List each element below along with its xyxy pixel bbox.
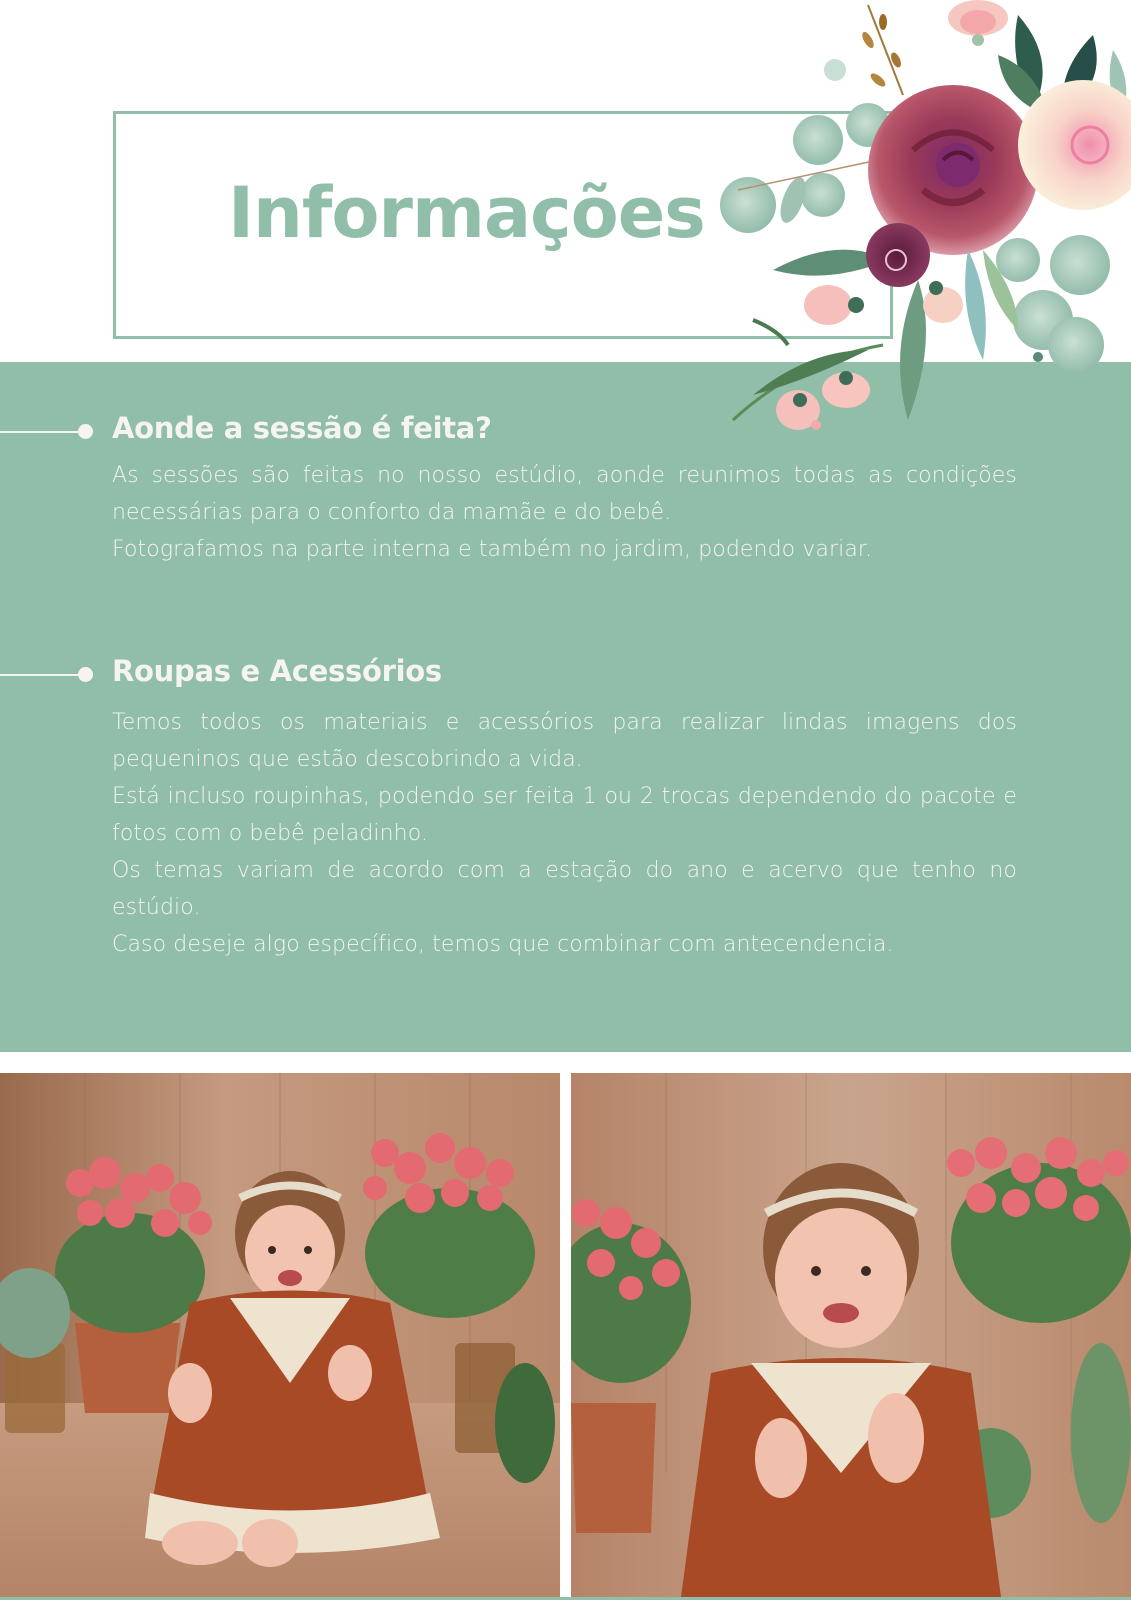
bullet-dot-icon: [78, 424, 93, 439]
paragraph: Temos todos os materiais e acessórios para realizar lindas imagens dos pequeninos que estão descobrindo a vida.: [112, 710, 1017, 772]
paragraph: Caso deseje algo específico, temos que combinar com antecendencia.: [112, 932, 894, 957]
page-title: Informações: [228, 172, 705, 254]
flower-icon: [718, 0, 1131, 440]
section-heading: Aonde a sessão é feita?: [112, 411, 492, 445]
floral-bouquet-decoration: [718, 0, 1131, 440]
timeline-line: [0, 674, 86, 676]
section-body: [112, 457, 1017, 568]
section-body: [112, 704, 1017, 963]
paragraph: Fotografamos na parte interna e também no jardim, podendo variar.: [112, 537, 873, 562]
timeline-line: [0, 431, 86, 433]
baby-photo-sitting: [0, 1073, 560, 1597]
paragraph: As sessões são feitas no nosso estúdio, aonde reunimos todas as condições necessárias para o conforto da mamãe e do bebê.: [112, 463, 1017, 525]
paragraph: Os temas variam de acordo com a estação do ano e acervo que tenho no estúdio.: [112, 858, 1017, 920]
section-heading: Roupas e Acessórios: [112, 654, 442, 688]
bullet-dot-icon: [78, 667, 93, 682]
baby-photo-clapping: [571, 1073, 1131, 1597]
paragraph: Está incluso roupinhas, podendo ser feita 1 ou 2 trocas dependendo do pacote e fotos com o bebê peladinho.: [112, 784, 1017, 846]
